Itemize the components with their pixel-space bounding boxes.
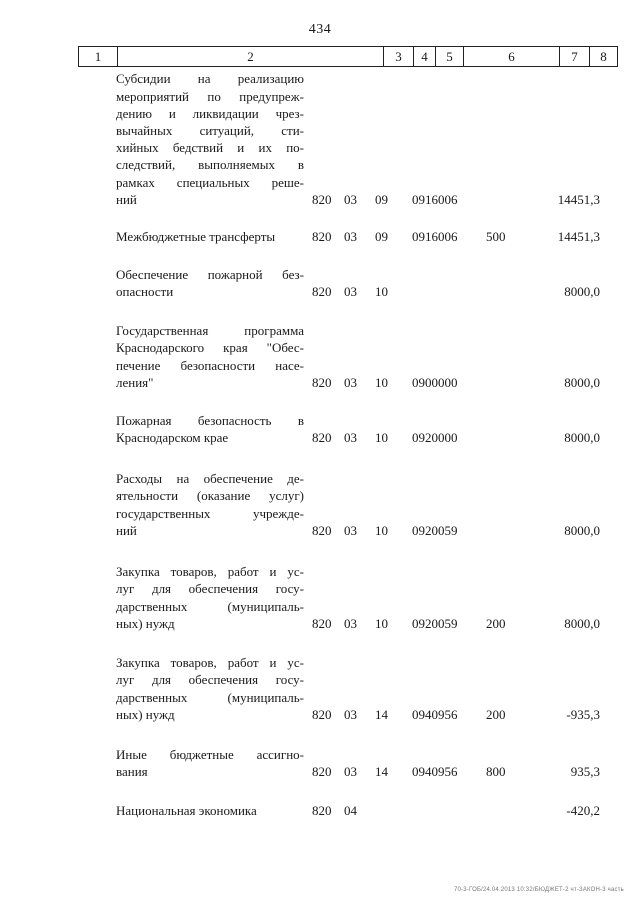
column-header-row — [78, 46, 618, 67]
cell-col-8: -420,2 — [566, 802, 600, 818]
row-description-line: опасности — [116, 283, 174, 299]
row-description-line: Краснодарского края "Обес- — [116, 340, 304, 356]
cell-col-5: 10 — [375, 429, 388, 445]
row-description-line: Национальная экономика — [116, 802, 257, 818]
row-description-line: хийных бедствий и их по- — [116, 140, 304, 156]
cell-col-3: 820 — [312, 706, 332, 722]
cell-col-5: 10 — [375, 283, 388, 299]
cell-col-8: 8000,0 — [564, 374, 600, 390]
cell-col-8: 14451,3 — [557, 228, 600, 244]
row-description-line: луг для обеспечения госу- — [116, 672, 304, 688]
cell-col-6: 0920059 — [412, 522, 458, 538]
cell-col-4: 03 — [344, 763, 357, 779]
page-number: 434 — [308, 22, 332, 37]
row-description — [116, 412, 304, 446]
table-row — [0, 563, 640, 632]
row-description-line: ятельности (оказание услуг) — [116, 488, 304, 504]
table-row — [0, 412, 640, 446]
row-description-line: ных) нужд — [116, 615, 175, 631]
row-description-line: ления" — [116, 374, 154, 390]
cell-col-4: 03 — [344, 615, 357, 631]
table-row — [0, 470, 640, 539]
row-description-line: вычайных ситуаций, сти- — [116, 122, 304, 138]
cell-col-4: 03 — [344, 374, 357, 390]
cell-col-7: 500 — [486, 228, 506, 244]
cell-col-5: 10 — [375, 374, 388, 390]
row-description-line: Краснодарском крае — [116, 429, 229, 445]
row-description-line: дарственных (муниципаль- — [116, 689, 304, 705]
cell-col-5: 09 — [375, 228, 388, 244]
row-description-line: следствий, выполняемых в — [116, 157, 304, 173]
cell-col-8: 8000,0 — [564, 522, 600, 538]
table-row — [0, 70, 640, 208]
row-description — [116, 470, 304, 539]
row-description-line: Пожарная безопасность в — [116, 412, 304, 428]
row-description-line: Закупка товаров, работ и ус- — [116, 564, 304, 580]
column-header-2: 2 — [117, 47, 383, 66]
cell-col-4: 03 — [344, 191, 357, 207]
cell-col-8: 8000,0 — [564, 615, 600, 631]
row-description — [116, 563, 304, 632]
cell-col-6: 0916006 — [412, 228, 458, 244]
column-header-4: 4 — [413, 47, 435, 66]
row-description — [116, 70, 304, 208]
cell-col-3: 820 — [312, 429, 332, 445]
column-header-5: 5 — [435, 47, 463, 66]
row-description-line: ний — [116, 191, 137, 207]
cell-col-3: 820 — [312, 374, 332, 390]
cell-col-3: 820 — [312, 228, 332, 244]
row-description — [116, 654, 304, 723]
row-description — [116, 228, 304, 245]
column-header-8: 8 — [589, 47, 617, 66]
row-description-line: ний — [116, 522, 137, 538]
cell-col-6: 0920000 — [412, 429, 458, 445]
table-row — [0, 266, 640, 300]
row-description-line: государственных учрежде- — [116, 505, 304, 521]
cell-col-6: 0940956 — [412, 706, 458, 722]
cell-col-3: 820 — [312, 191, 332, 207]
footer-stamp: 70-3-ГОБ/24.04.2013 10:32/БЮДЖЕТ-2 чт-ЗАКОН-3 часть — [453, 887, 624, 893]
cell-col-8: 8000,0 — [564, 429, 600, 445]
cell-col-7: 200 — [486, 706, 506, 722]
cell-col-5: 14 — [375, 763, 388, 779]
table-row — [0, 802, 640, 819]
row-description-line: дению и ликвидации чрез- — [116, 105, 304, 121]
column-header-7: 7 — [559, 47, 589, 66]
row-description-line: печение безопасности насе- — [116, 357, 304, 373]
row-description-line: мероприятий по предупреж- — [116, 88, 304, 104]
column-header-6: 6 — [463, 47, 559, 66]
row-description-line: луг для обеспечения госу- — [116, 581, 304, 597]
cell-col-3: 820 — [312, 763, 332, 779]
cell-col-4: 03 — [344, 706, 357, 722]
column-header-3: 3 — [383, 47, 413, 66]
cell-col-5: 10 — [375, 522, 388, 538]
table-row — [0, 322, 640, 391]
row-description-line: Расходы на обеспечение де- — [116, 471, 304, 487]
cell-col-8: 935,3 — [570, 763, 600, 779]
cell-col-6: 0920059 — [412, 615, 458, 631]
row-description-line: Иные бюджетные ассигно- — [116, 746, 304, 762]
row-description-line: Межбюджетные трансферты — [116, 228, 276, 244]
row-description-line: ных) нужд — [116, 706, 175, 722]
cell-col-5: 14 — [375, 706, 388, 722]
cell-col-4: 04 — [344, 802, 357, 818]
cell-col-3: 820 — [312, 522, 332, 538]
cell-col-8: -935,3 — [566, 706, 600, 722]
cell-col-4: 03 — [344, 429, 357, 445]
table-row — [0, 228, 640, 245]
cell-col-7: 800 — [486, 763, 506, 779]
column-header-1: 1 — [94, 49, 102, 64]
cell-col-3: 820 — [312, 283, 332, 299]
row-description-line: дарственных (муниципаль- — [116, 598, 304, 614]
table-row — [0, 746, 640, 780]
row-description-line: Государственная программа — [116, 323, 304, 339]
table-row — [0, 654, 640, 723]
cell-col-8: 14451,3 — [557, 191, 600, 207]
cell-col-7: 200 — [486, 615, 506, 631]
cell-col-3: 820 — [312, 615, 332, 631]
cell-col-8: 8000,0 — [564, 283, 600, 299]
cell-col-4: 03 — [344, 522, 357, 538]
row-description-line: рамках специальных реше- — [116, 174, 304, 190]
row-description — [116, 746, 304, 780]
cell-col-3: 820 — [312, 802, 332, 818]
row-description — [116, 322, 304, 391]
cell-col-5: 10 — [375, 615, 388, 631]
row-description — [116, 802, 304, 819]
row-description-line: Субсидии на реализацию — [116, 71, 304, 87]
row-description — [116, 266, 304, 300]
row-description-line: Закупка товаров, работ и ус- — [116, 655, 304, 671]
cell-col-4: 03 — [344, 228, 357, 244]
cell-col-5: 09 — [375, 191, 388, 207]
row-description-line: вания — [116, 763, 148, 779]
row-description-line: Обеспечение пожарной без- — [116, 266, 304, 282]
cell-col-6: 0916006 — [412, 191, 458, 207]
cell-col-6: 0900000 — [412, 374, 458, 390]
cell-col-4: 03 — [344, 283, 357, 299]
cell-col-6: 0940956 — [412, 763, 458, 779]
